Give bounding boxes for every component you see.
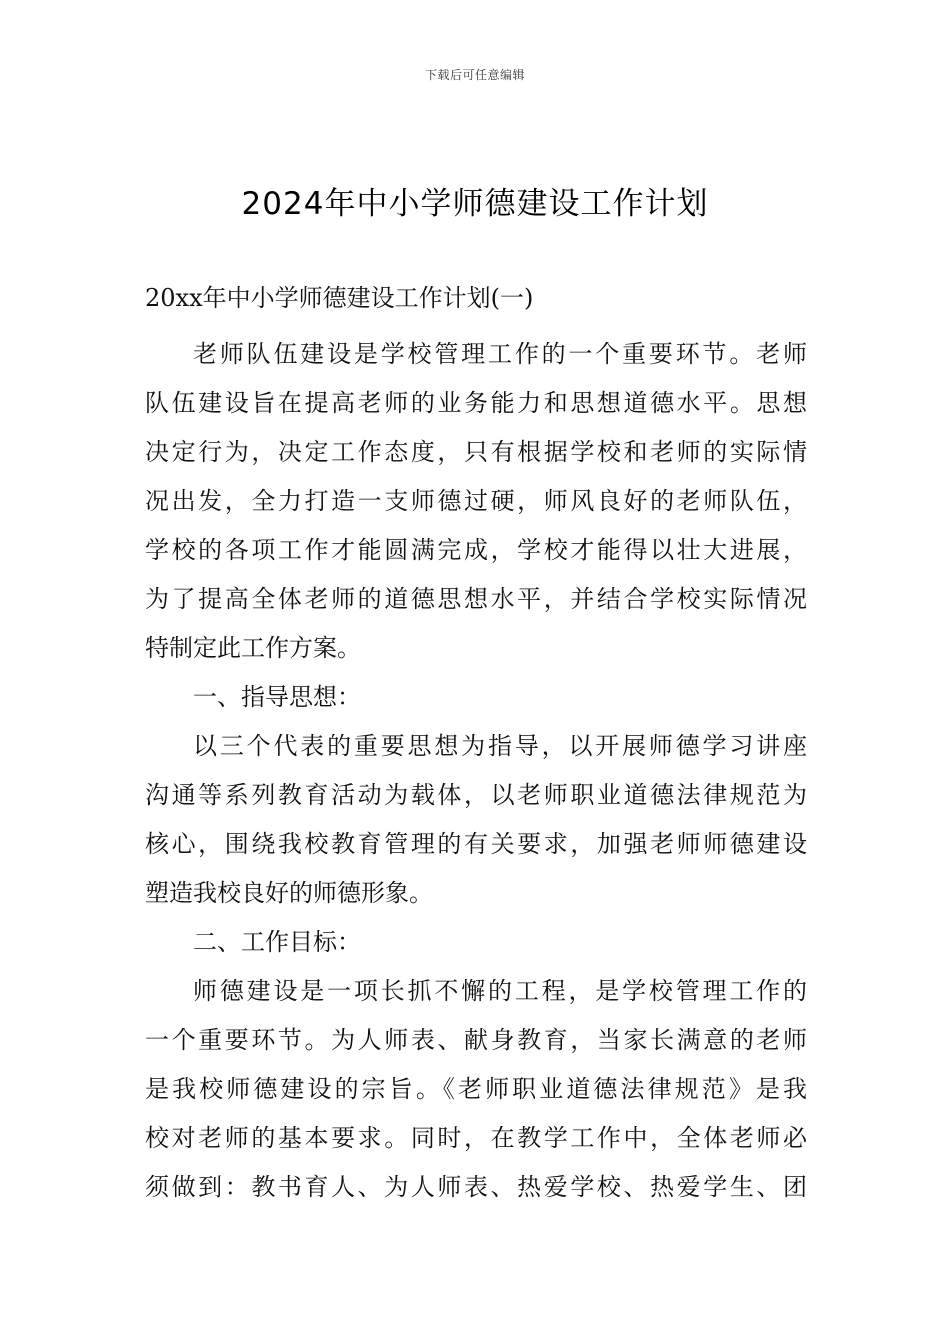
text-line: 队伍建设旨在提高老师的业务能力和思想道德水平。思想	[145, 389, 807, 417]
text-line: 师德建设是一项长抓不懈的工程，是学校管理工作的	[193, 977, 807, 1005]
paragraph-intro	[145, 330, 807, 673]
text-line: 校对老师的基本要求。同时，在教学工作中，全体老师必	[145, 1124, 807, 1152]
text-line: 须做到：教书育人、为人师表、热爱学校、热爱学生、团	[145, 1173, 807, 1201]
header-note: 下载后可任意编辑	[424, 68, 525, 82]
section-heading-work-goals: 二、工作目标：	[193, 928, 361, 956]
text-line: 特制定此工作方案。	[145, 634, 361, 662]
text-line: 学校的各项工作才能圆满完成，学校才能得以壮大进展，	[145, 536, 807, 564]
text-line: 一个重要环节。为人师表、献身教育，当家长满意的老师	[145, 1026, 807, 1054]
section-subtitle: 20xx年中小学师德建设工作计划(一)	[145, 284, 534, 312]
text-line: 老师队伍建设是学校管理工作的一个重要环节。老师	[193, 340, 807, 368]
text-line: 核心，围绕我校教育管理的有关要求，加强老师师德建设	[145, 830, 807, 858]
text-line: 塑造我校良好的师德形象。	[145, 879, 433, 907]
paragraph-work-goals	[145, 967, 807, 1212]
text-line: 决定行为，决定工作态度，只有根据学校和老师的实际情	[145, 438, 807, 466]
text-line: 沟通等系列教育活动为载体，以老师职业道德法律规范为	[145, 781, 807, 809]
section-heading-guiding-thought: 一、指导思想：	[193, 683, 361, 711]
text-line: 以三个代表的重要思想为指导，以开展师德学习讲座	[193, 732, 807, 760]
text-line: 是我校师德建设的宗旨。《老师职业道德法律规范》是我	[145, 1075, 807, 1103]
document-body	[145, 274, 807, 1212]
text-line: 为了提高全体老师的道德思想水平，并结合学校实际情况	[145, 585, 807, 613]
text-line: 况出发，全力打造一支师德过硬，师风良好的老师队伍，	[145, 487, 807, 515]
paragraph-guiding-thought	[145, 722, 807, 918]
page-title: 2024年中小学师德建设工作计划	[241, 186, 709, 222]
